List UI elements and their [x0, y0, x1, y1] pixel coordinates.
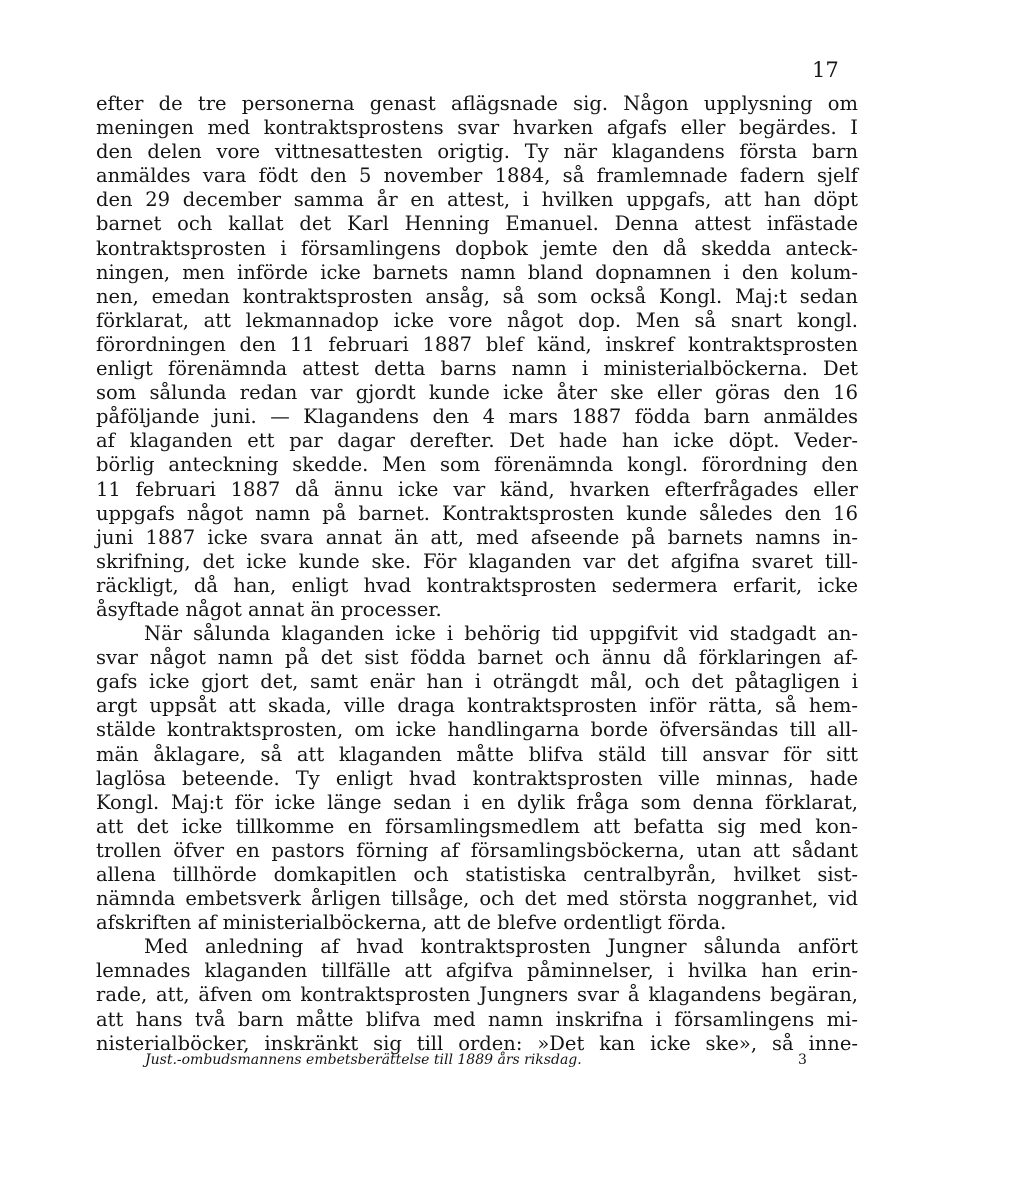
text-line: af klaganden ett par dagar derefter. Det hade han icke döpt. Veder-	[96, 429, 858, 453]
text-line: allena tillhörde domkapitlen och statistiska centralbyrån, hvilket sist-	[96, 863, 858, 886]
text-line: som sålunda redan var gjordt kunde icke åter ske eller göras den 16	[96, 381, 858, 405]
text-line: enligt förenämnda attest detta barns namn i ministerialböckerna. Det	[96, 357, 858, 381]
text-line: den 29 december samma år en attest, i hvilken uppgafs, att han döpt	[96, 188, 858, 212]
text-line: räckligt, då han, enligt hvad kontraktsprosten sedermera erfarit, icke	[96, 573, 858, 597]
text-line: anmäldes vara födt den 5 november 1884, så framlemnade fadern sjelf	[96, 164, 858, 188]
text-line: förklarat, att lekmannadop icke vore något dop. Men så snart kongl.	[96, 308, 858, 332]
text-line: svar något namn på det sist födda barnet och ännu då förklaringen af-	[96, 646, 858, 670]
text-line: rade, att, äfven om kontraktsprosten Jungners svar å klagandens begäran,	[96, 983, 858, 1007]
text-line: afskriften af ministerialböckerna, att de blefve ordentligt förda.	[96, 911, 727, 935]
text-line: att det icke tillkomme en församlingsmedlem att befatta sig med kon-	[96, 814, 858, 838]
text-line: förordningen den 11 februari 1887 blef känd, inskref kontraktsprosten	[96, 332, 858, 356]
text-line: uppgafs något namn på barnet. Kontraktsprosten kunde således den 16	[96, 501, 858, 525]
text-line: efter de tre personerna genast aflägsnade sig. Någon upplysning om	[96, 92, 858, 115]
text-line: nen, emedan kontraktsprosten ansåg, så som också Kongl. Maj:t sedan	[96, 284, 858, 308]
text-line: stälde kontraktsprosten, om icke handlingarna borde öfversändas till all-	[96, 718, 858, 742]
text-line: När sålunda klaganden icke i behörig tid uppgifvit vid stadgadt an-	[144, 622, 858, 646]
body-text	[96, 92, 858, 1056]
text-line: ningen, men införde icke barnets namn bland dopnamnen i den kolum-	[96, 260, 858, 284]
text-line: argt uppsåt att skada, ville draga kontraktsprosten inför rätta, så hem-	[96, 694, 858, 718]
text-line: börlig anteckning skedde. Men som förenämnda kongl. förordning den	[96, 453, 858, 477]
text-line: laglösa beteende. Ty enligt hvad kontraktsprosten ville minnas, hade	[96, 766, 858, 790]
text-line: nämnda embetsverk årligen tillsåge, och det med största noggranhet, vid	[96, 887, 858, 911]
text-line: påföljande juni. — Klagandens den 4 mars 1887 födda barn anmäldes	[96, 405, 858, 429]
text-line: meningen med kontraktsprostens svar hvarken afgafs eller begärdes. I	[96, 116, 858, 140]
signature-mark: 3	[798, 1052, 807, 1068]
page-number: 17	[812, 58, 839, 82]
text-line: gafs icke gjort det, samt enär han i oträngdt mål, och det påtagligen i	[96, 670, 858, 694]
text-line: nisterialböcker, inskränkt sig till orden: »Det kan icke ske», så inne-	[96, 1031, 858, 1055]
text-line: juni 1887 icke svara annat än att, med afseende på barnets namns in-	[96, 525, 858, 549]
text-line: Kongl. Maj:t för icke länge sedan i en dylik fråga som denna förklarat,	[96, 790, 858, 814]
text-line: 11 februari 1887 då ännu icke var känd, hvarken efterfrågades eller	[96, 477, 858, 501]
text-line: lemnades klaganden tillfälle att afgifva påminnelser, i hvilka han erin-	[96, 959, 858, 983]
text-line: kontraktsprosten i församlingens dopbok jemte den då skedda anteck-	[96, 236, 858, 260]
text-line: Med anledning af hvad kontraktsprosten Jungner sålunda anfört	[144, 935, 858, 959]
text-line: att hans två barn måtte blifva med namn inskrifna i församlingens mi-	[96, 1007, 858, 1031]
text-line: skrifning, det icke kunde ske. För klaganden var det afgifna svaret till-	[96, 549, 858, 573]
text-line: den delen vore vittnesattesten origtig. Ty när klagandens första barn	[96, 140, 858, 164]
text-line: män åklagare, så att klaganden måtte blifva stäld till ansvar för sitt	[96, 742, 858, 766]
footer-title: Just.-ombudsmannens embetsberättelse till 1889 års riksdag.	[145, 1052, 582, 1068]
text-line: barnet och kallat det Karl Henning Emanuel. Denna attest infästade	[96, 212, 858, 236]
text-line: trollen öfver en pastors förning af församlingsböckerna, utan att sådant	[96, 838, 858, 862]
text-line: åsyftade något annat än processer.	[96, 597, 442, 621]
